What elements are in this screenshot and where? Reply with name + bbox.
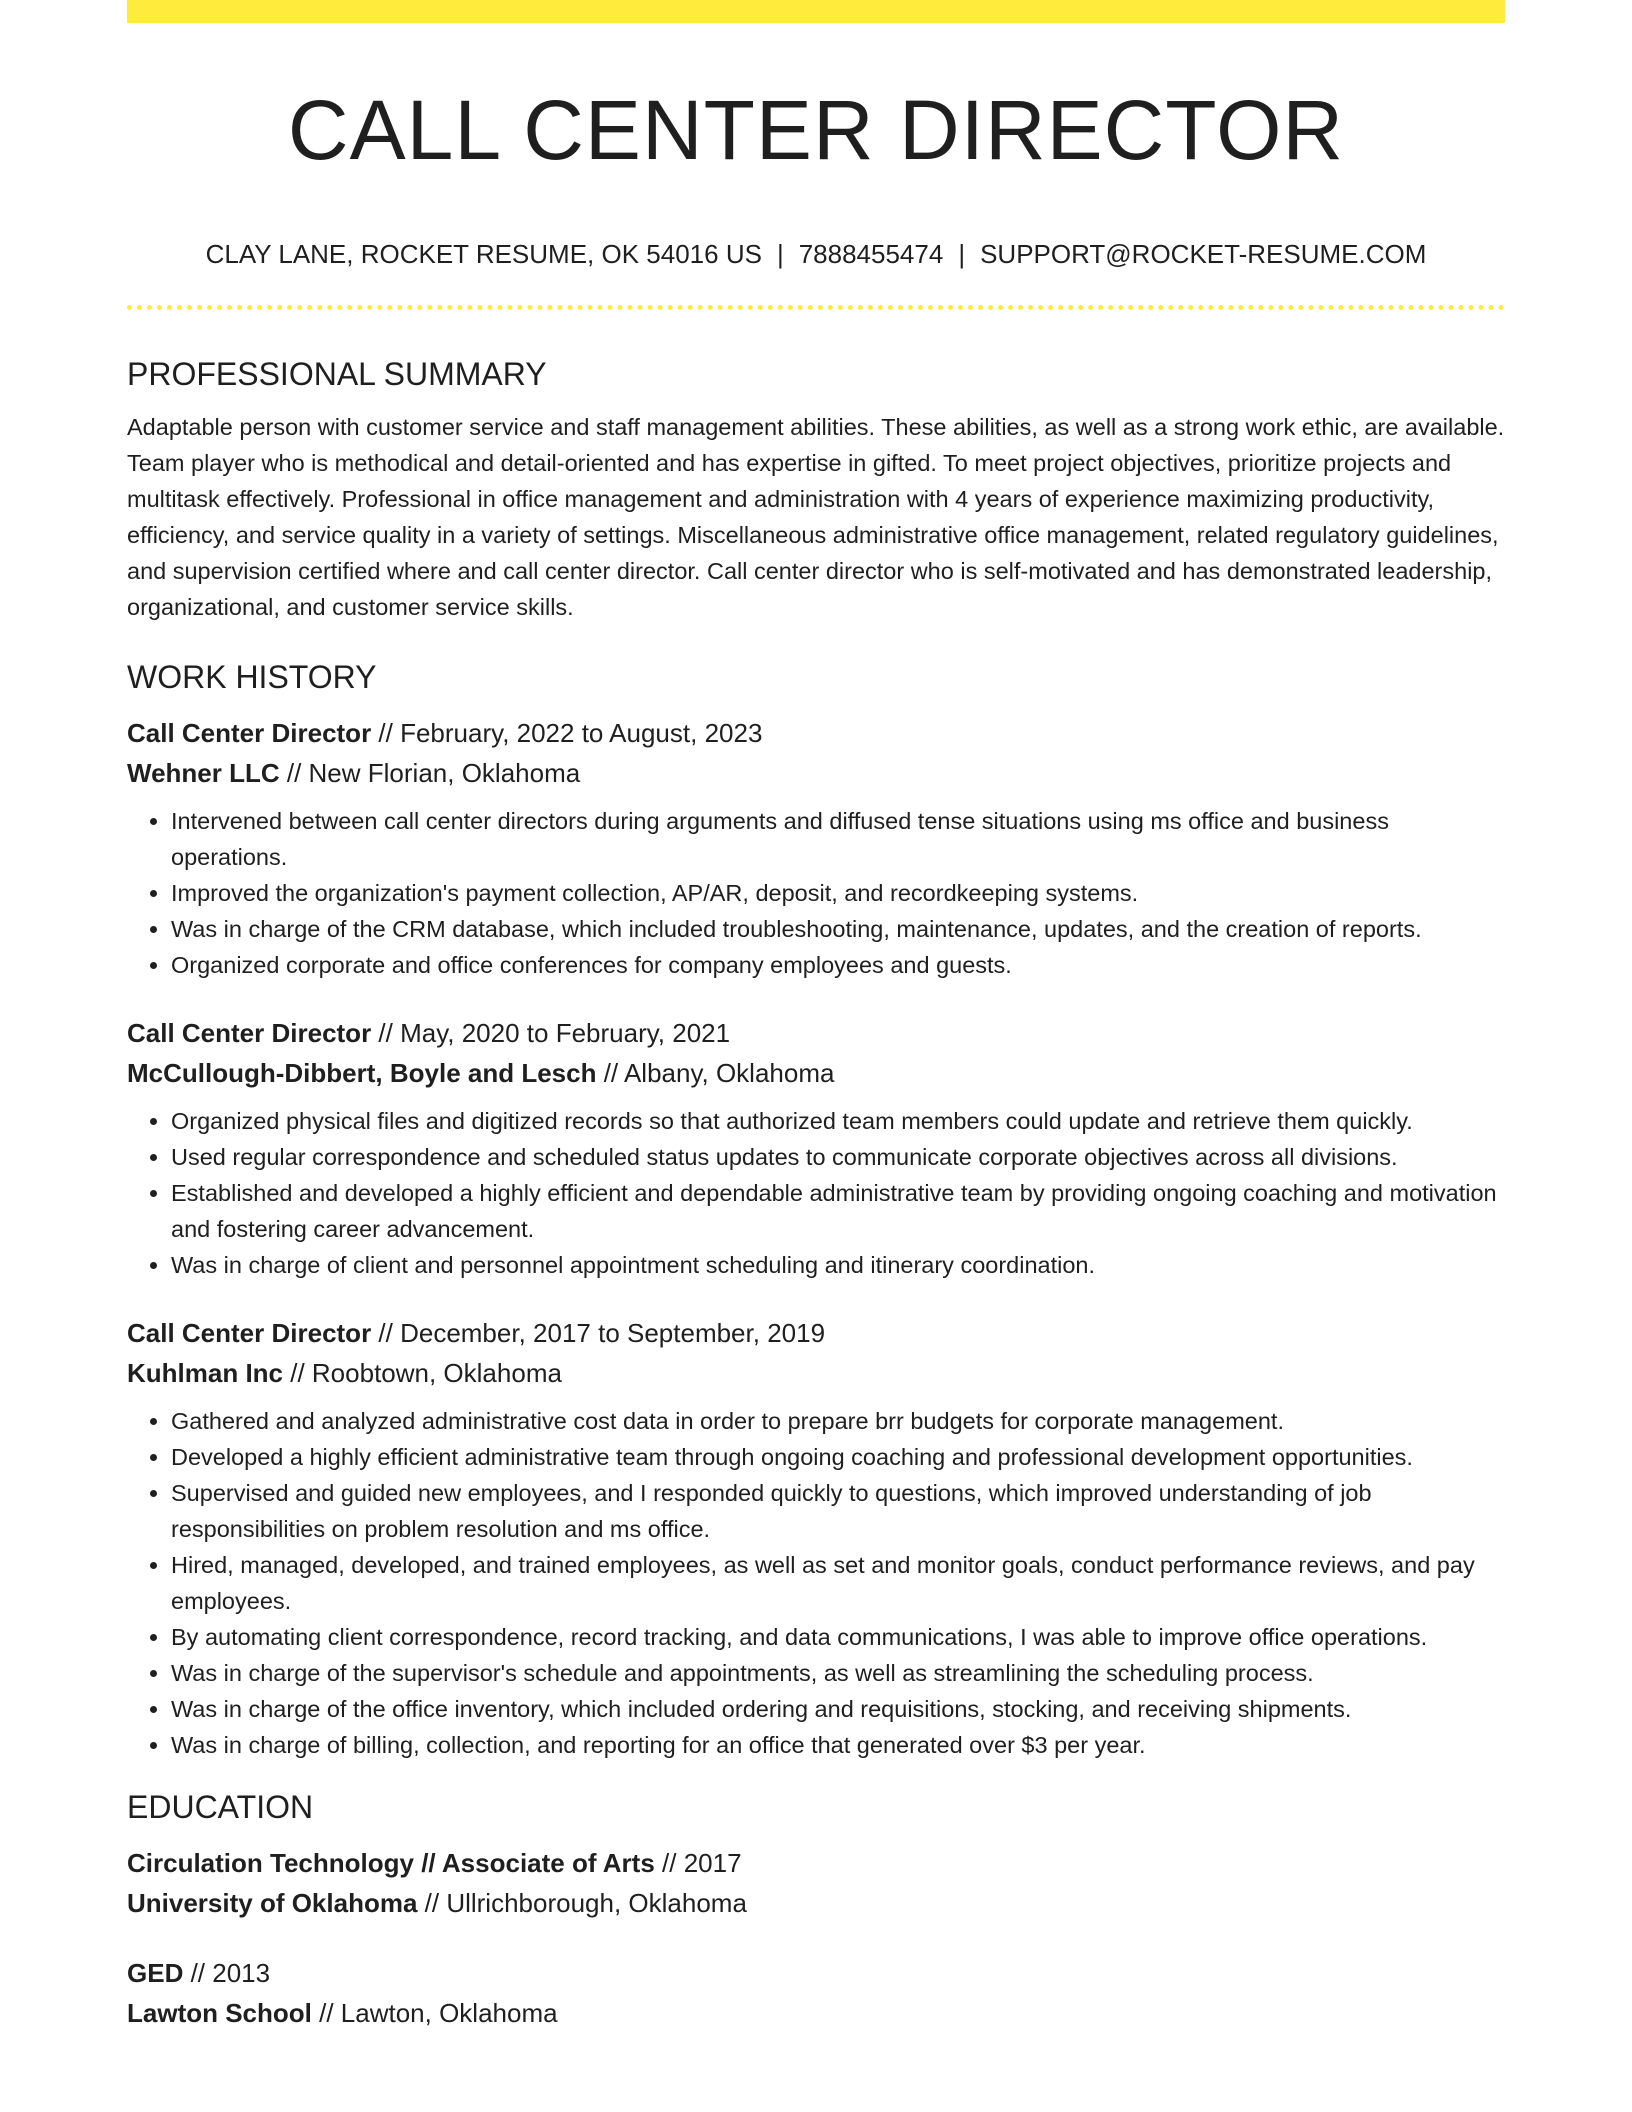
job-bullet: • Was in charge of the office inventory, which included ordering and requisitions, stocking, and receiving shipments.	[171, 1691, 1505, 1727]
job-dates: // February, 2022 to August, 2023	[371, 718, 763, 748]
education-degree: GED	[127, 1958, 184, 1988]
job-title-line	[127, 1013, 1505, 1053]
job-bullet: • Developed a highly efficient administrative team through ongoing coaching and professional development opportunities.	[171, 1439, 1505, 1475]
work-history-heading: WORK HISTORY	[127, 659, 377, 695]
education-degree: Circulation Technology // Associate of Arts	[127, 1848, 655, 1878]
job-bullet: • Gathered and analyzed administrative cost data in order to prepare brr budgets for corporate management.	[171, 1403, 1505, 1439]
contact-separator: |	[958, 239, 966, 269]
job-bullet: • Was in charge of the supervisor's schedule and appointments, as well as streamlining the scheduling process.	[171, 1655, 1505, 1691]
summary-text: Adaptable person with customer service and staff management abilities. These abilities, as well as a strong work ethic, are available. Team player who is methodical and detail-oriented and has expertise in gifted. To meet project objectives, prioritize projects and multitask effectively. Professional in office management and administration with 4 years of experience maximizing productivity, efficiency, and service quality in a variety of settings. Miscellaneous administrative office management, related regulatory guidelines, and supervision certified where and call center director. Call center director who is self-motivated and has demonstrated leadership, organizational, and customer service skills.	[127, 414, 1505, 620]
job-role: Call Center Director	[127, 1018, 372, 1048]
job-location: // Albany, Oklahoma	[596, 1058, 835, 1088]
education-school-line	[127, 1883, 1505, 1923]
education-location: // Lawton, Oklahoma	[311, 1998, 558, 2028]
resume-content	[127, 352, 1505, 2033]
contact-line	[127, 236, 1505, 272]
job-bullets	[127, 1103, 1505, 1283]
education-school-line	[127, 1993, 1505, 2033]
job-bullets	[127, 803, 1505, 983]
contact-email: SUPPORT@ROCKET-RESUME.COM	[980, 239, 1427, 269]
job-bullet: • Was in charge of billing, collection, and reporting for an office that generated over $3 per year.	[171, 1727, 1505, 1763]
job-location: // Roobtown, Oklahoma	[283, 1358, 562, 1388]
education-entry	[127, 1843, 1505, 1923]
job-company-line	[127, 753, 1505, 793]
education-heading: EDUCATION	[127, 1789, 314, 1825]
contact-phone: 7888455474	[798, 239, 944, 269]
job-company: Kuhlman Inc	[127, 1358, 284, 1388]
job-location: // New Florian, Oklahoma	[279, 758, 581, 788]
job-bullet: • Improved the organization's payment collection, AP/AR, deposit, and recordkeeping systems.	[171, 875, 1505, 911]
job-entry	[127, 1013, 1505, 1283]
job-title-line	[127, 1313, 1505, 1353]
education-school: University of Oklahoma	[127, 1888, 418, 1918]
resume-name-title: CALL CENTER DIRECTOR	[287, 83, 1345, 177]
dotted-divider	[127, 305, 1505, 310]
job-entry	[127, 713, 1505, 983]
education-degree-line	[127, 1953, 1505, 1993]
job-bullet: • Hired, managed, developed, and trained employees, as well as set and monitor goals, conduct performance reviews, and pay employees.	[171, 1547, 1505, 1619]
job-bullet: • By automating client correspondence, record tracking, and data communications, I was able to improve office operations.	[171, 1619, 1505, 1655]
education-year: // 2017	[654, 1848, 742, 1878]
job-company-line	[127, 1053, 1505, 1093]
job-bullet: • Intervened between call center directors during arguments and diffused tense situations using ms office and business operations.	[171, 803, 1505, 875]
job-bullets	[127, 1403, 1505, 1763]
education-year: // 2013	[183, 1958, 271, 1988]
job-role: Call Center Director	[127, 1318, 372, 1348]
job-bullet: • Organized physical files and digitized records so that authorized team members could update and retrieve them quickly.	[171, 1103, 1505, 1139]
job-title-line	[127, 713, 1505, 753]
job-bullet: • Was in charge of client and personnel appointment scheduling and itinerary coordination.	[171, 1247, 1505, 1283]
contact-separator: |	[776, 239, 784, 269]
job-company: McCullough-Dibbert, Boyle and Lesch	[127, 1058, 597, 1088]
education-location: // Ullrichborough, Oklahoma	[417, 1888, 747, 1918]
job-bullet: • Organized corporate and office conferences for company employees and guests.	[171, 947, 1505, 983]
contact-address: CLAY LANE, ROCKET RESUME, OK 54016 US	[205, 239, 762, 269]
education-school: Lawton School	[127, 1998, 312, 2028]
job-dates: // December, 2017 to September, 2019	[371, 1318, 826, 1348]
education-entry	[127, 1953, 1505, 2033]
job-bullet: • Used regular correspondence and scheduled status updates to communicate corporate objectives across all divisions.	[171, 1139, 1505, 1175]
job-bullet: • Established and developed a highly efficient and dependable administrative team by providing ongoing coaching and motivation and fostering career advancement.	[171, 1175, 1505, 1247]
job-company-line	[127, 1353, 1505, 1393]
accent-top-bar	[127, 0, 1505, 23]
job-company: Wehner LLC	[127, 758, 280, 788]
job-bullet: • Was in charge of the CRM database, which included troubleshooting, maintenance, updates, and the creation of reports.	[171, 911, 1505, 947]
job-bullet: • Supervised and guided new employees, and I responded quickly to questions, which improved understanding of job responsibilities on problem resolution and ms office.	[171, 1475, 1505, 1547]
job-role: Call Center Director	[127, 718, 372, 748]
summary-heading: PROFESSIONAL SUMMARY	[127, 356, 547, 392]
job-entry	[127, 1313, 1505, 1763]
job-dates: // May, 2020 to February, 2021	[371, 1018, 731, 1048]
education-degree-line	[127, 1843, 1505, 1883]
